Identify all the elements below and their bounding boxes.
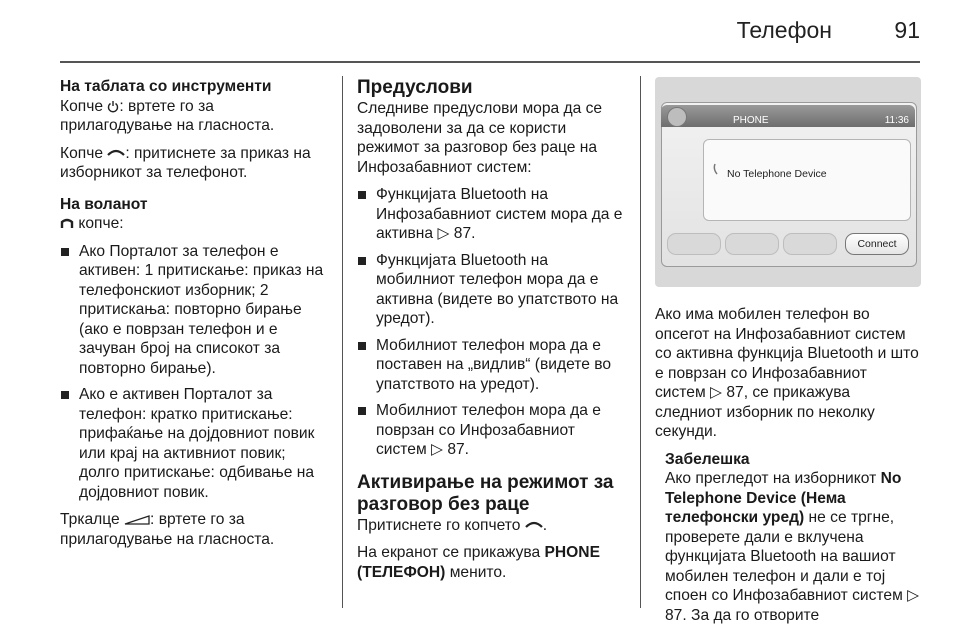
list-item: Мобилниот телефон мора да е поврзан со Инфозабавниот систем ▷ 87.: [357, 401, 627, 460]
screen-button-disabled[interactable]: [783, 233, 837, 255]
column-3: [655, 77, 921, 633]
page-ref-arrow-icon: ▷: [710, 384, 727, 401]
paragraph-press-button: Притиснете го копчето .: [357, 516, 548, 534]
prerequisites-bullets: [357, 185, 627, 460]
page-ref-arrow-icon: ▷: [907, 587, 920, 604]
list-item: Функцијата Bluetooth на мобилниот телефон мора да е активна (видете во упатството на уредот).: [357, 251, 627, 329]
phone-handset-icon: [525, 520, 543, 530]
column-1: [60, 77, 330, 557]
phone-handset-icon: [107, 148, 125, 158]
paragraph-steering-button: копче:: [60, 214, 330, 234]
column-2: [357, 77, 627, 590]
paragraph-prerequisites-intro: Следниве предуслови мора да се задоволени за да се користи режимот за разговор без раце на Инфозабавниот систем:: [357, 100, 603, 176]
page-ref-arrow-icon: ▷: [431, 441, 448, 458]
paragraph-volume-knob: Копче : вртете го за прилагодување на гласноста.: [60, 97, 275, 134]
page-number: 91: [894, 17, 920, 43]
thumbwheel-icon: [124, 515, 150, 525]
paragraph-phone-menu: На екранот се прикажува PHONE (ТЕЛЕФОН) менито.: [357, 544, 600, 581]
device-status-text: No Telephone Device: [727, 168, 827, 180]
column-divider-2: [640, 76, 641, 608]
phone-screen-illustration: [655, 77, 921, 287]
column-divider-1: [342, 76, 343, 608]
screen-button-disabled[interactable]: [725, 233, 779, 255]
paragraph-thumbwheel: Тркалце : вртете го за прилагодување на гласноста.: [60, 511, 275, 548]
steering-phone-icon: [60, 218, 74, 230]
paragraph-phone-in-range: Ако има мобилен телефон во опсегот на Инфозабавниот систем со активна функција Bluetooth и што е поврзан со Инфозабавниот систем ▷ 87, се прикажува следниот изборник по неколку секунди.: [655, 306, 919, 440]
list-item: Ако Порталот за телефон е активен: 1 притискање: приказ на телефонскиот изборник; 2 притискања: повторно бирање (ако е поврзан телефон и е зачуван број на списокот за повторно бирање).: [60, 242, 330, 379]
note-title: Забелешка: [665, 450, 750, 468]
screen-title-bar: [661, 105, 915, 127]
page-header: [0, 0, 960, 62]
list-item: Функцијата Bluetooth на Инфозабавниот систем мора да е активна ▷ 87.: [357, 185, 627, 244]
power-knob-icon: [107, 100, 119, 113]
list-item: Ако е активен Порталот за телефон: кратко притискање: прифаќање на дојдовниот повик или крај на активниот повик; долго притискање: одбивање на дојдовниот повик.: [60, 385, 330, 502]
connect-button[interactable]: Connect: [845, 233, 909, 255]
screen-button-disabled[interactable]: [667, 233, 721, 255]
screen-title: PHONE: [733, 115, 769, 126]
paragraph-phone-button: Копче : притиснете за приказ на изборникот за телефонот.: [60, 144, 311, 181]
section-heading-handsfree: Активирање на режимот за разговор без раце: [357, 471, 614, 515]
section-heading-dashboard: На таблата со инструменти: [60, 78, 272, 95]
section-heading-prerequisites: Предуслови: [357, 77, 473, 98]
header-rule: [60, 61, 920, 63]
screen-clock: 11:36: [884, 115, 909, 126]
home-icon: [667, 107, 687, 127]
list-item: Мобилниот телефон мора да е поставен на „видлив“ (видете во упатството на уредот).: [357, 336, 627, 395]
page-ref-arrow-icon: ▷: [437, 225, 454, 242]
note-text: Ако прегледот на изборникот No Telephone Device (Нема телефонски уред) не се тргне, проверете дали е вклучена функцијата Bluetooth на вашиот мобилен телефон и дали е тој споен со Инфозабавниот систем ▷ 87. За да го отворите: [665, 470, 920, 624]
section-heading-steering-wheel: На воланот: [60, 195, 148, 213]
page-title: Телефон: [736, 17, 832, 43]
note-block: [655, 450, 921, 626]
steering-bullets: [60, 242, 330, 503]
phone-handset-icon: [713, 163, 723, 175]
